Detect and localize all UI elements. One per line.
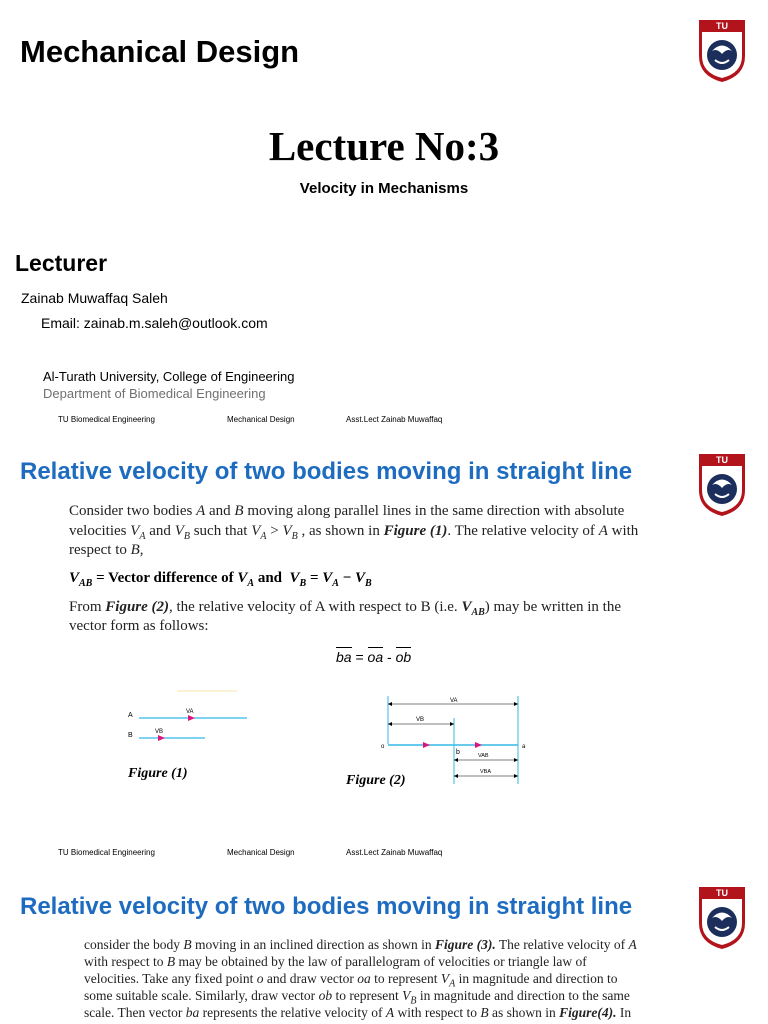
slide-heading: Relative velocity of two bodies moving in straight line [20,458,633,485]
paragraph-2-line-2: vector form as follows: [69,618,209,634]
paragraph-line-1: consider the body B moving in an inclined direction as shown in Figure (3). The relative velocity of A [84,937,637,952]
paragraph-line-5: scale. Then vector ba represents the relative velocity of A with respect to B as shown in Figure(4). In [84,1005,632,1020]
fig2-label-b: b [456,749,460,756]
footer-left: TU Biomedical Engineering [58,415,155,424]
figure-1-diagram [125,690,255,745]
fig2-label-va: VA [450,698,458,704]
fig1-label-vb: VB [155,729,164,735]
paragraph-2-line-1: From Figure (2), the relative velocity of A with respect to B (i.e. $V_{AB}$) may be written in the [69,599,622,618]
department-name: Department of Biomedical Engineering [43,386,266,401]
fig2-label-vab: VAB [478,753,489,759]
figure-2-caption: Figure (2) [346,773,406,788]
lecture-title: Lecture No:3 [268,123,500,169]
slide-heading: Relative velocity of two bodies moving in straight line [20,893,633,920]
paragraph-1-line-2: velocities $V_A$ and $V_B$ such that $V_A > V_B$ , as shown in Figure (1). The relative velocity of A with [69,523,639,542]
paragraph-1-line-1: Consider two bodies A and B moving along parallel lines in the same direction with absolute [69,503,625,519]
university-logo-icon [697,885,747,951]
lecturer-name: Zainab Muwaffaq Saleh [21,290,168,306]
fig2-label-o: o [381,744,385,750]
logo-text: TU [716,21,728,31]
footer-left: TU Biomedical Engineering [58,848,155,857]
university-logo-icon [697,18,747,84]
paragraph-line-4: some suitable scale. Similarly, draw vector ob to represent $V_B$ in magnitude and direction to the same [84,988,630,1007]
inclined-velocity-slide [0,876,768,1024]
paragraph-line-2: with respect to B may be obtained by the law of parallelogram of velocities or triangle law of [84,954,587,969]
fig2-label-vb: VB [416,717,425,723]
figure-1-caption: Figure (1) [128,766,188,781]
course-title: Mechanical Design [20,34,300,69]
university-name: Al-Turath University, College of Engineering [43,369,295,384]
footer-right: Asst.Lect Zainab Muwaffaq [346,415,443,424]
lecturer-heading: Lecturer [15,250,108,276]
paragraph-1-line-3: respect to B, [69,542,144,558]
formula-vab: $V_{AB}$ = Vector difference of $V_A$ and $V_B = V_A - V_B$ [69,570,372,589]
lecturer-email: Email: zainab.m.saleh@outlook.com [41,315,268,331]
fig1-label-va: VA [186,709,194,715]
footer-center: Mechanical Design [227,415,295,424]
fig1-label-b: B [128,732,133,739]
footer-center: Mechanical Design [227,848,295,857]
title-slide [0,0,768,440]
vector-equation: ba = oa - ob [336,649,412,665]
fig2-label-vba: VBA [480,769,492,775]
paragraph-line-3: velocities. Take any fixed point o and draw vector oa to represent $V_A$ in magnitude and direction to [84,971,618,990]
footer-right: Asst.Lect Zainab Muwaffaq [346,848,443,857]
svg-text:TU: TU [716,888,728,898]
fig2-label-a: a [522,744,526,750]
fig1-label-a: A [128,712,133,719]
lecture-subtitle: Velocity in Mechanisms [299,180,469,197]
figure-2-diagram [378,694,538,784]
relative-velocity-slide [0,440,768,876]
svg-text:TU: TU [716,455,728,465]
